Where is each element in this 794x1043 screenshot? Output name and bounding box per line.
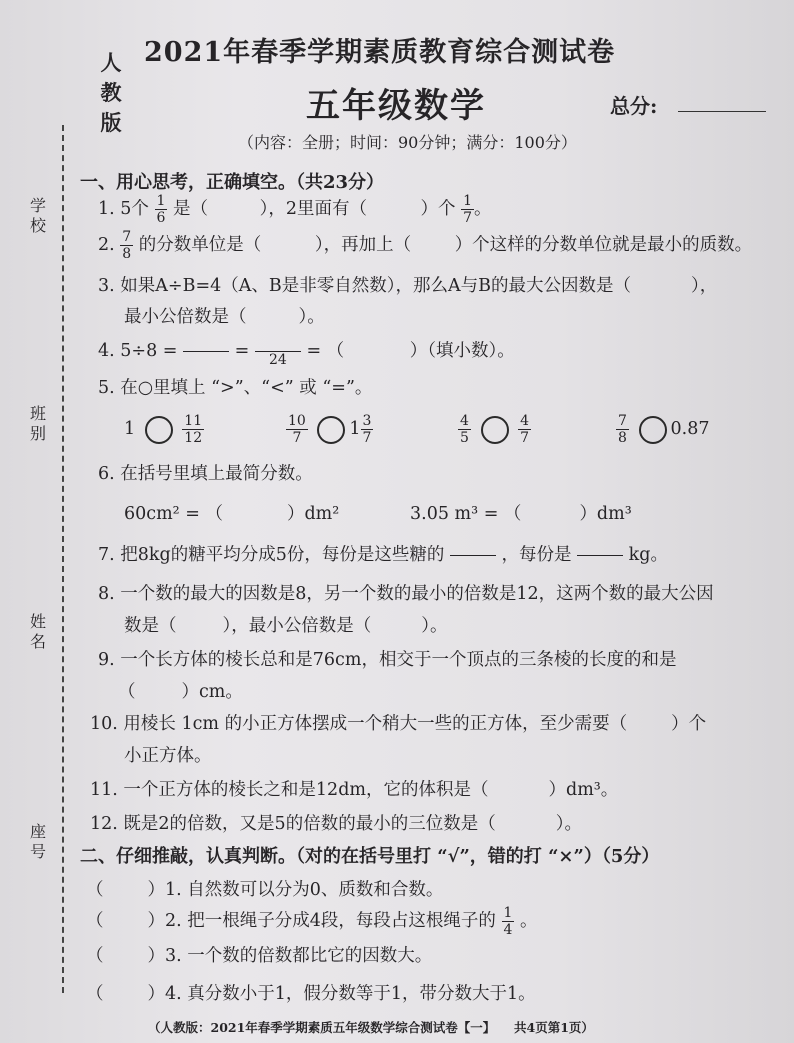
question-2: 2. $\frac{7}{8}$ 的分数单位是（ ），再加上（ ）个这样的分数单位就是最小的质数。 <box>98 229 753 262</box>
compare-circle[interactable] <box>145 416 173 444</box>
fraction: $\frac{7}{8}$ <box>122 229 132 262</box>
compare-item-2: $\frac{10}{7}$ 1 $\frac{3}{7}$ <box>288 413 372 446</box>
answer-paren[interactable]: （ <box>86 946 104 966</box>
side-label-class: 班别 <box>29 404 46 443</box>
question-4: 4. 5÷8 = = 24 = （ ）（填小数）。 <box>98 336 515 367</box>
fraction-blank[interactable] <box>577 540 623 571</box>
question-1: 1. 5个 $\frac{1}{6}$ 是（ ），2里面有（ ）个 $\frac{1}{7}$ 。 <box>98 193 492 226</box>
exam-title: 2021年春季学期素质教育综合测试卷 <box>144 37 616 68</box>
judge-item-2: （ ）2. 把一根绳子分成4段，每段占这根绳子的 $\frac{1}{4}$ 。 <box>86 905 538 938</box>
fraction: $\frac{1}{7}$ <box>463 193 473 226</box>
side-label-name: 姓名 <box>29 612 46 651</box>
compare-item-1: 1 $\frac{11}{12}$ <box>124 413 203 446</box>
question-10-line2: 小正方体。 <box>124 746 212 766</box>
fraction: $\frac{1}{6}$ <box>156 193 166 226</box>
answer-paren[interactable]: （ <box>86 911 104 931</box>
question-5: 5. 在○里填上 “>”、“<” 或 “=”。 <box>98 378 373 398</box>
section1-title: 一、用心思考，正确填空。（共23分） <box>80 172 385 193</box>
fraction-blank[interactable] <box>183 336 229 367</box>
fraction-blank[interactable] <box>450 540 496 571</box>
edition-label: 人教版 <box>100 50 122 135</box>
answer-paren[interactable]: （ <box>86 880 104 900</box>
compare-item-4: $\frac{7}{8}$ 0.87 <box>618 413 710 446</box>
question-11: 11. 一个正方体的棱长之和是12dm，它的体积是（ ）dm³。 <box>90 780 619 800</box>
judge-item-3: （ ）3. 一个数的倍数都比它的因数大。 <box>86 946 433 966</box>
fraction-blank[interactable]: 24 <box>255 336 301 367</box>
question-6-a: 60cm² = （ ）dm² <box>124 504 340 524</box>
compare-item-3: $\frac{4}{5}$ $\frac{4}{7}$ <box>460 413 529 446</box>
question-6-b: 3.05 m³ = （ ）dm³ <box>410 504 632 524</box>
compare-circle[interactable] <box>481 416 509 444</box>
compare-circle[interactable] <box>639 416 667 444</box>
question-9-line2: （ ）cm。 <box>118 682 243 702</box>
compare-circle[interactable] <box>317 416 345 444</box>
judge-item-1: （ ）1. 自然数可以分为0、质数和合数。 <box>86 880 444 900</box>
answer-paren[interactable]: （ <box>86 984 104 1004</box>
binding-line <box>62 125 64 993</box>
score-label: 总分: <box>610 94 658 118</box>
subject-title: 五年级数学 <box>306 86 486 126</box>
side-label-seat: 座号 <box>29 822 46 861</box>
question-8: 8. 一个数的最大的因数是8，另一个数的最小的倍数是12，这两个数的最大公因 <box>98 584 714 604</box>
question-8-line2: 数是（ ），最小公倍数是（ ）。 <box>124 616 448 636</box>
question-10: 10. 用棱长 1cm 的小正方体摆成一个稍大一些的正方体，至少需要（ ）个 <box>90 714 707 734</box>
side-label-school: 学校 <box>29 196 46 235</box>
judge-item-4: （ ）4. 真分数小于1，假分数等于1，带分数大于1。 <box>86 984 536 1004</box>
question-12: 12. 既是2的倍数，又是5的倍数的最小的三位数是（ ）。 <box>90 814 582 834</box>
section2-title: 二、仔细推敲，认真判断。（对的在括号里打 “√”，错的打 “×”）（5分） <box>80 846 660 867</box>
page-footer: （人教版：2021年春季学期素质五年级数学综合测试卷【一】 共4页第1页） <box>148 1020 594 1035</box>
question-3-line2: 最小公倍数是（ ）。 <box>124 307 325 327</box>
score-blank[interactable] <box>678 111 766 112</box>
question-3: 3. 如果A÷B=4（A、B是非零自然数），那么A与B的最大公因数是（ ）， <box>98 276 718 296</box>
question-6: 6. 在括号里填上最简分数。 <box>98 464 313 484</box>
question-9: 9. 一个长方体的棱长总和是76cm，相交于一个顶点的三条棱的长度的和是 <box>98 650 677 670</box>
question-7: 7. 把8kg的糖平均分成5份，每份是这些糖的 ，每份是 kg。 <box>98 540 668 571</box>
exam-info: （内容：全册；时间：90分钟；满分：100分） <box>238 133 577 152</box>
